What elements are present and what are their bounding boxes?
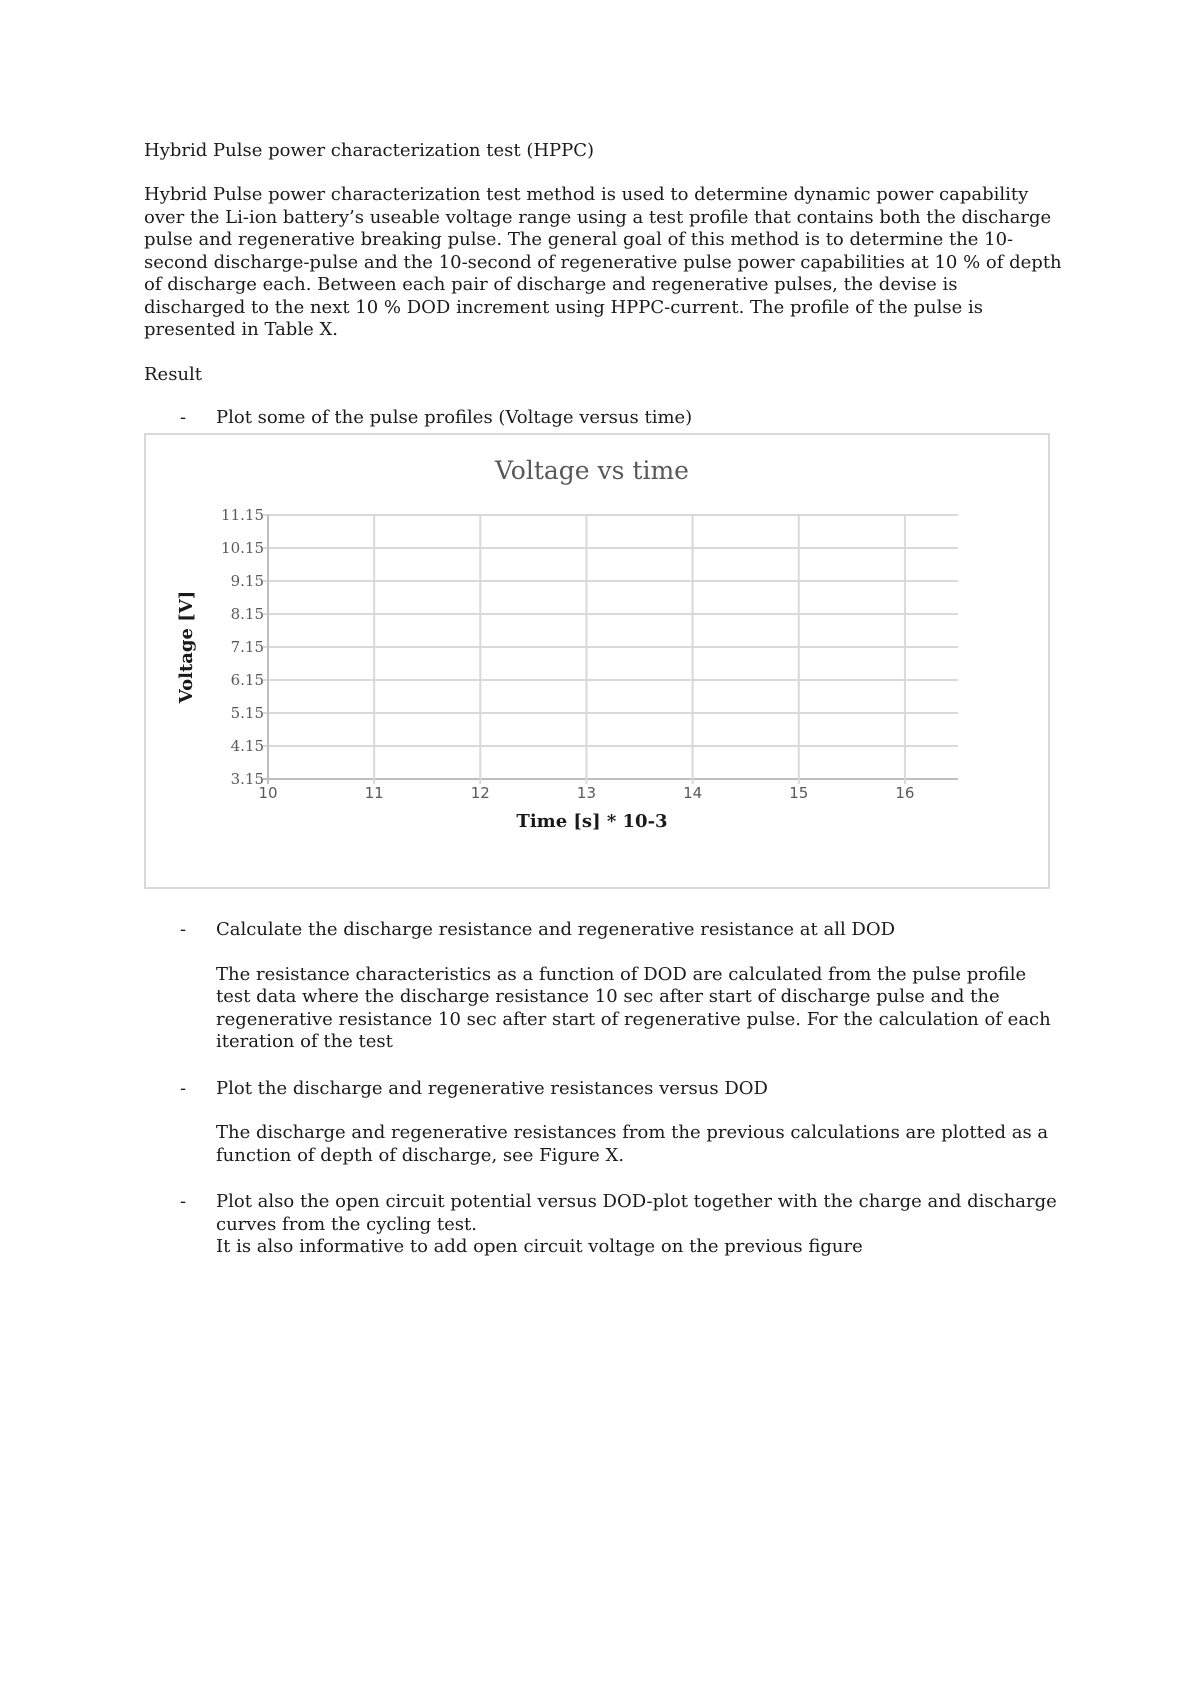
- y-tick-label: 4.15: [230, 737, 264, 755]
- bullet-text: Plot the discharge and regenerative resistances versus DOD: [216, 1077, 768, 1099]
- y-tick-label: 10.15: [221, 539, 264, 557]
- bullet-dash: -: [180, 919, 187, 940]
- intro-paragraph: Hybrid Pulse power characterization test method is used to determine dynamic power capability over the Li-ion battery’s useable voltage range using a test profile that contains both the discharge pulse and regenerative breaking pulse. The general goal of this method is to determine the 10-second discharge-pulse and the 10-second of regenerative pulse power capabilities at 10 % of depth of discharge each. Between each pair of discharge and regenerative pulses, the devise is discharged to the next 10 % DOD increment using HPPC-current. The profile of the pulse is presented in Table X.: [144, 184, 1062, 340]
- bullet-dash: -: [180, 1077, 187, 1099]
- x-tick-label: 16: [895, 784, 915, 802]
- x-tick-label: 14: [683, 784, 703, 802]
- x-tick-label: 10: [258, 784, 278, 802]
- x-axis-label: Time [s] * 10-3: [516, 811, 668, 832]
- y-axis-label: Voltage [V]: [176, 590, 197, 704]
- y-tick-label: 6.15: [230, 671, 264, 689]
- bullet-text: Calculate the discharge resistance and regenerative resistance at all DOD: [216, 919, 896, 940]
- bullet-plot-ocv: [144, 1191, 1064, 1236]
- bullet-text: Plot also the open circuit potential versus DOD-plot together with the charge and discharge curves from the cycling test.: [216, 1191, 1057, 1235]
- y-tick-label: 9.15: [230, 572, 264, 590]
- x-tick-label: 15: [789, 784, 809, 802]
- chart-canvas: [146, 435, 1048, 887]
- x-tick-label: 12: [470, 784, 490, 802]
- bullet-plot-pulse-profiles: [144, 407, 1064, 430]
- bullet-plot-resistances: [144, 1078, 1064, 1101]
- y-tick-label: 8.15: [230, 605, 264, 623]
- x-tick-label: 13: [576, 784, 597, 802]
- document-page: [144, 140, 1064, 1259]
- bullet-calculate-resistance: [144, 919, 1064, 942]
- bullet-detail: It is also informative to add open circuit voltage on the previous figure: [216, 1236, 863, 1257]
- chart-title: Voltage vs time: [495, 456, 689, 485]
- bullet-detail: The discharge and regenerative resistances from the previous calculations are plotted as a function of depth of discharge, see Figure X.: [216, 1122, 1049, 1166]
- y-tick-label: 5.15: [230, 704, 264, 722]
- result-label: Result: [144, 363, 203, 385]
- bullet-text: Plot some of the pulse profiles (Voltage versus time): [216, 406, 693, 428]
- bullet-dash: -: [180, 406, 187, 428]
- voltage-chart: [144, 433, 1050, 889]
- x-tick-label: 11: [364, 784, 384, 802]
- bullet-dash: -: [180, 1191, 187, 1212]
- y-tick-label: 3.15: [230, 770, 264, 788]
- section-heading: Hybrid Pulse power characterization test (HPPC): [144, 140, 595, 161]
- y-tick-label: 7.15: [230, 638, 264, 656]
- bullet-detail: The resistance characteristics as a function of DOD are calculated from the pulse profile test data where the discharge resistance 10 sec after start of discharge pulse and the regenerative resistance 10 sec after start of regenerative pulse. For the calculation of each iteration of the test: [216, 963, 1051, 1052]
- y-tick-label: 11.15: [221, 506, 264, 524]
